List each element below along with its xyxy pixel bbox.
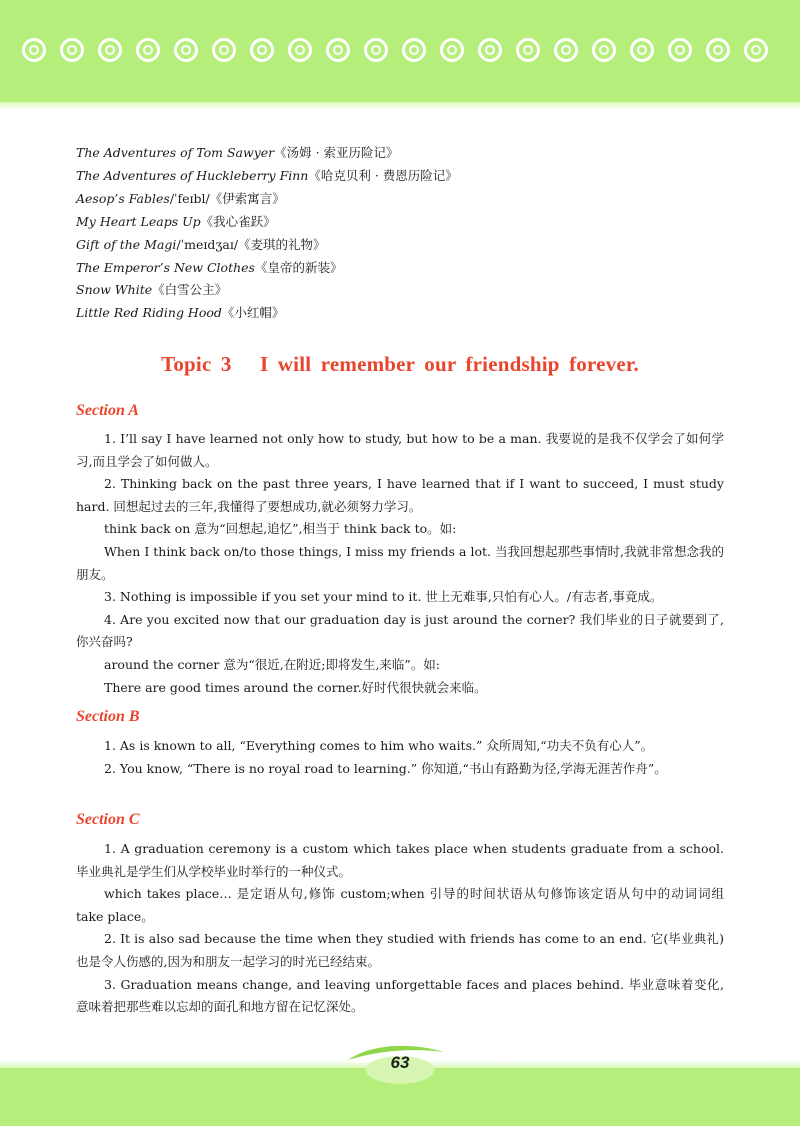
ring-icon: [478, 38, 502, 62]
book-item: [76, 279, 736, 302]
ring-icon: [516, 38, 540, 62]
paragraph: 2. You know, “There is no royal road to learning.” 你知道,“书山有路勤为径,学海无涯苦作舟”。: [104, 760, 667, 776]
book-item: [76, 165, 736, 188]
section-b-heading: Section B: [76, 708, 140, 725]
paragraph: 1. I’ll say I have learned not only how to study, but how to be a man. 我要说的是我不仅学会了如何学习,而且学会了如何做人。: [76, 431, 724, 469]
book-translation: 《我心雀跃》: [200, 213, 276, 229]
book-title: Snow White: [76, 282, 153, 298]
ring-icon: [326, 38, 350, 62]
paragraph: There are good times around the corner.好时代很快就会来临。: [104, 679, 487, 695]
book-translation: /ˈmeɪdʒaɪ/《麦琪的礼物》: [176, 236, 326, 252]
book-title: Aesop’s Fables: [76, 190, 170, 206]
top-decorative-band: [0, 0, 800, 102]
ring-icon: [440, 38, 464, 62]
section-c-heading: Section C: [76, 811, 140, 828]
paragraph: around the corner 意为“很近,在附近;即将发生,来临”。如:: [104, 656, 441, 672]
paragraph: 3. Nothing is impossible if you set your mind to it. 世上无难事,只怕有心人。/有志者,事竟成。: [104, 589, 663, 605]
paragraph: 2. It is also sad because the time when they studied with friends has come to an end. 它(毕业典礼)也是令人伤感的,因为和朋友一起学习的时光已经结束。: [76, 931, 724, 969]
paragraph: 1. A graduation ceremony is a custom which takes place when students graduate from a school. 毕业典礼是学生们从学校毕业时举行的一种仪式。: [76, 841, 724, 879]
topic-title: Topic 3 I will remember our friendship forever.: [161, 352, 639, 376]
book-translation: 《汤姆 · 索亚历险记》: [274, 145, 399, 160]
section-a-heading: Section A: [76, 402, 139, 419]
book-item: [76, 302, 736, 325]
book-item: [76, 257, 736, 280]
ring-icon: [592, 38, 616, 62]
ring-icon: [364, 38, 388, 62]
paragraph: think back on 意为“回想起,追忆”,相当于 think back to。如:: [104, 521, 457, 537]
book-title: The Emperor’s New Clothes: [76, 259, 255, 275]
top-band-fade: [0, 102, 800, 110]
paragraph: When I think back on/to those things, I miss my friends a lot. 当我回想起那些事情时,我就非常想念我的朋友。: [76, 543, 724, 582]
paragraph: 2. Thinking back on the past three years, I have learned that if I want to succeed, I must study hard. 回想起过去的三年,我懂得了要想成功,就必须努力学习。: [76, 476, 724, 514]
paragraph: 3. Graduation means change, and leaving unforgettable faces and places behind. 毕业意味着变化,意味着把那些难以忘却的面孔和地方留在记忆深处。: [76, 976, 724, 1015]
ring-icon: [554, 38, 578, 62]
ring-icon: [250, 38, 274, 62]
ring-icon: [630, 38, 654, 62]
ring-icon: [668, 38, 692, 62]
book-translation: 《小红帽》: [221, 305, 285, 321]
book-item: [76, 188, 736, 211]
ring-icon: [706, 38, 730, 62]
book-item: [76, 142, 736, 165]
book-translation: 《皇帝的新装》: [254, 259, 343, 275]
book-translation: 《白雪公主》: [152, 282, 228, 298]
book-translation: 《哈克贝利 · 费恩历险记》: [308, 167, 458, 183]
ring-icon: [22, 38, 46, 62]
book-title: Gift of the Magi: [76, 236, 177, 252]
book-list: [76, 142, 736, 325]
ring-icon: [98, 38, 122, 62]
ring-icon: [744, 38, 768, 62]
section-a-body: [76, 428, 724, 699]
ring-icon: [174, 38, 198, 62]
book-title: The Adventures of Tom Sawyer: [76, 145, 275, 160]
section-b-body: [76, 735, 724, 780]
book-title: Little Red Riding Hood: [76, 305, 222, 321]
book-title: The Adventures of Huckleberry Finn: [76, 167, 309, 183]
paragraph: 4. Are you excited now that our graduation day is just around the corner? 我们毕业的日子就要到了,你兴奋吗?: [76, 611, 724, 650]
section-c-body: [76, 838, 724, 1019]
ring-decoration-row: [0, 38, 800, 70]
book-title: My Heart Leaps Up: [76, 213, 201, 229]
page-number: 63: [390, 1053, 410, 1072]
ring-icon: [60, 38, 84, 62]
ring-icon: [288, 38, 312, 62]
book-item: [76, 234, 736, 257]
ring-icon: [136, 38, 160, 62]
book-translation: /ˈfeɪbl/《伊索寓言》: [169, 190, 285, 206]
paragraph: 1. As is known to all, “Everything comes to him who waits.” 众所周知,“功夫不负有心人”。: [104, 738, 654, 753]
ring-icon: [212, 38, 236, 62]
ring-icon: [402, 38, 426, 62]
book-item: [76, 211, 736, 234]
paragraph: which takes place… 是定语从句,修饰 custom;when 引导的时间状语从句修饰该定语从句中的动词词组 take place。: [76, 886, 724, 924]
